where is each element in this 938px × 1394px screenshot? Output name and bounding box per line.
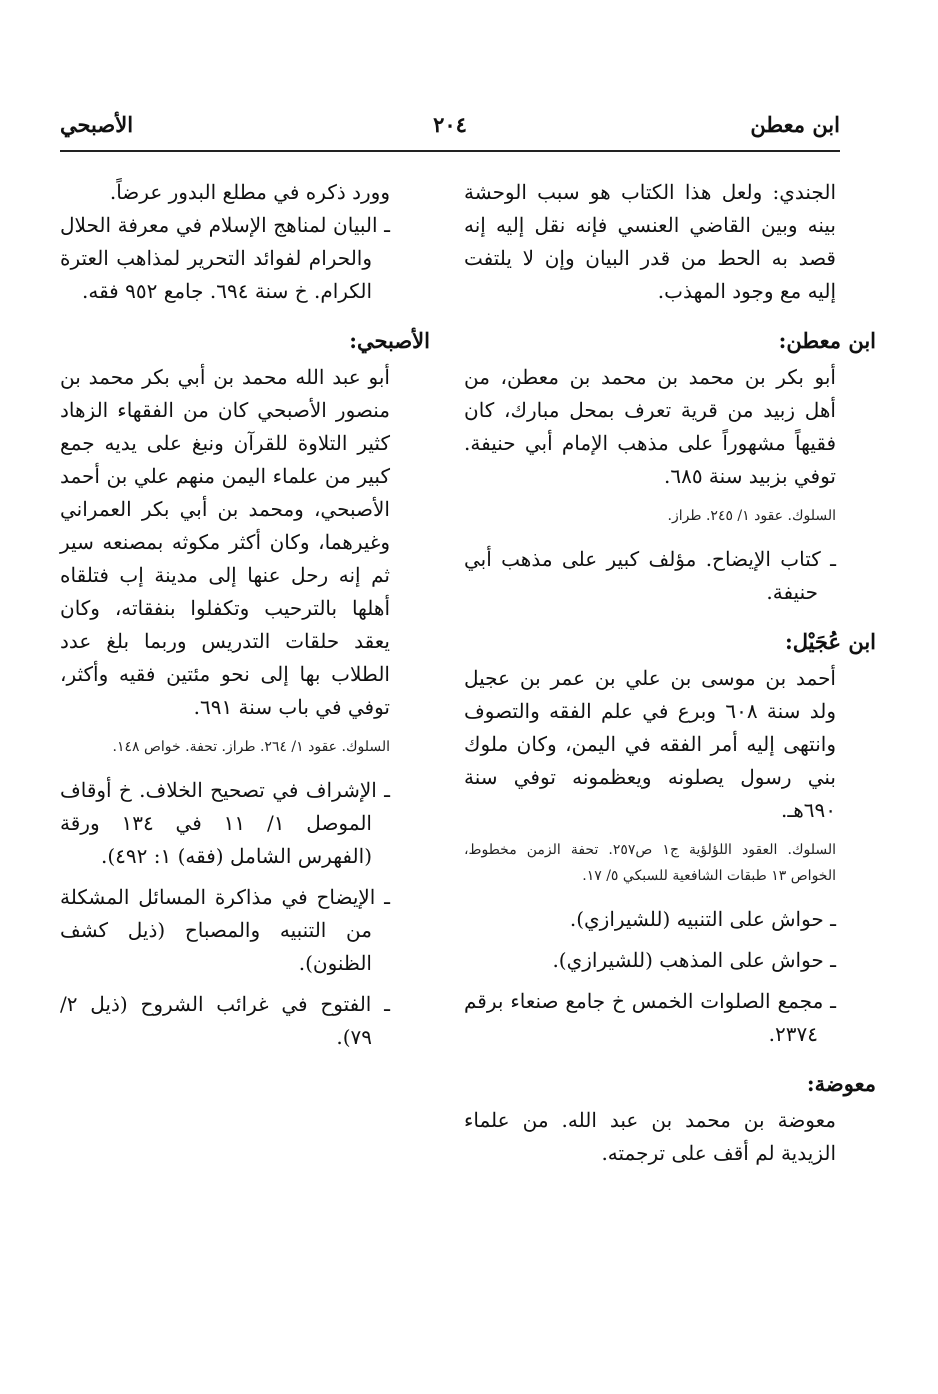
entry-body: معوضة بن محمد بن عبد الله. من علماء الزيدية لم أقف على ترجمته. [464,1108,836,1165]
list-item: ـ حواش على المذهب (للشيرازي). [552,948,836,972]
continuation-text: الجندي: ولعل هذا الكتاب هو سبب الوحشة بينه وبين القاضي العنسي فإنه نقل إليه إنه قصد به الحط من قدر البيان وإن لا يلتفت إليه مع وجود المهذب. [464,180,836,303]
entry-title: الأصبحي: [349,328,430,353]
entry-asbahi [60,324,430,1054]
header-rule [60,150,840,152]
entry-sources: السلوك. العقود اللؤلؤية ج١ ص٢٥٧. تحفة الزمن مخطوط، الخواص ١٣ طبقات الشافعية للسبكي ٥/ ١٧. [464,842,836,884]
running-head-right: ابن معطن [750,112,840,137]
entry-title: معوضة: [806,1071,876,1096]
entry-title: ابن معطن: [778,328,876,353]
list-item: ـ حواش على التنبيه (للشيرازي). [569,907,836,931]
running-head-left: الأصبحي [60,112,134,137]
list-item: ـ الإيضاح في مذاكرة المسائل المشكلة من التنبيه والمصباح (ذيل كشف الظنون). [60,885,390,975]
entry-sources: السلوك. عقود ١/ ٢٤٥. طراز. [667,508,836,524]
list-item: ـ الإشراف في تصحيح الخلاف. خ أوقاف الموصل ١/ ١١ في ١٣٤ ورقة (الفهرس الشامل (فقه) ١: ٤٩٢). [60,778,390,868]
entry-title: ابن عُجَيْل: [784,629,876,654]
list-item: ـ البيان لمناهج الإسلام في معرفة الحلال والحرام لفوائد التحرير لمذاهب العترة الكرام. خ سنة ٦٩٤. جامع ٩٥٢ فقه. [60,213,390,303]
continuation-text: وورد ذكره في مطلع البدور عرضاً. [109,180,390,204]
entry-ibn-ujail [464,625,876,1051]
page-header [60,112,840,152]
entry-sources: السلوك. عقود ١/ ٢٦٤. طراز. تحفة. خواص ١٤٨. [112,739,390,755]
page-number: ٢٠٤ [433,112,467,137]
entry-muawada [464,1067,876,1170]
list-item: ـ الفتوح في غرائب الشروح (ذيل ٢/ ٧٩). [60,992,390,1049]
list-item: ـ مجمع الصلوات الخمس خ جامع صنعاء برقم ٢٣٧٤. [464,989,836,1046]
right-column [464,176,876,1170]
list-item: ـ كتاب الإيضاح. مؤلف كبير على مذهب أبي حنيفة. [464,547,836,604]
entry-body: أبو عبد الله محمد بن أبي بكر محمد بن منصور الأصبحي كان من الفقهاء الزهاد كثير التلاوة للقرآن ونبغ على يديه جمع كبير من علماء اليمن منهم علي بن أحمد الأصبحي، ومحمد بن أبي بكر العمراني وغيرهما، وكان أكثر مكوثه بمصنعه سير ثم إنه رحل عنها إلى مدينة إب فتلقاه أهلها بالترحيب وتكفلوا بنفقاته، وكان يعقد حلقات التدريس وربما بلغ عدد الطلاب بها إلى نحو مئتين فقيه وأكثر، توفي في باب سنة ٦٩١. [60,365,390,719]
entry-body: أبو بكر بن محمد بن محمد بن معطن، من أهل زبيد من قرية تعرف بمحل مبارك، كان فقيهاً مشهوراً على مذهب الإمام أبي حنيفة. توفي بزبيد سنة ٦٨٥. [464,365,836,488]
left-column [60,176,430,1062]
entry-body: أحمد بن موسى بن علي بن عمر بن عجيل ولد سنة ٦٠٨ وبرع في علم الفقه والتصوف وانتهى إليه أمر الفقه في اليمن، وكان ملوك بني رسول يصلونه ويعظمونه توفي سنة ٦٩٠هـ. [464,666,836,822]
entry-ibn-maatan [464,324,876,609]
